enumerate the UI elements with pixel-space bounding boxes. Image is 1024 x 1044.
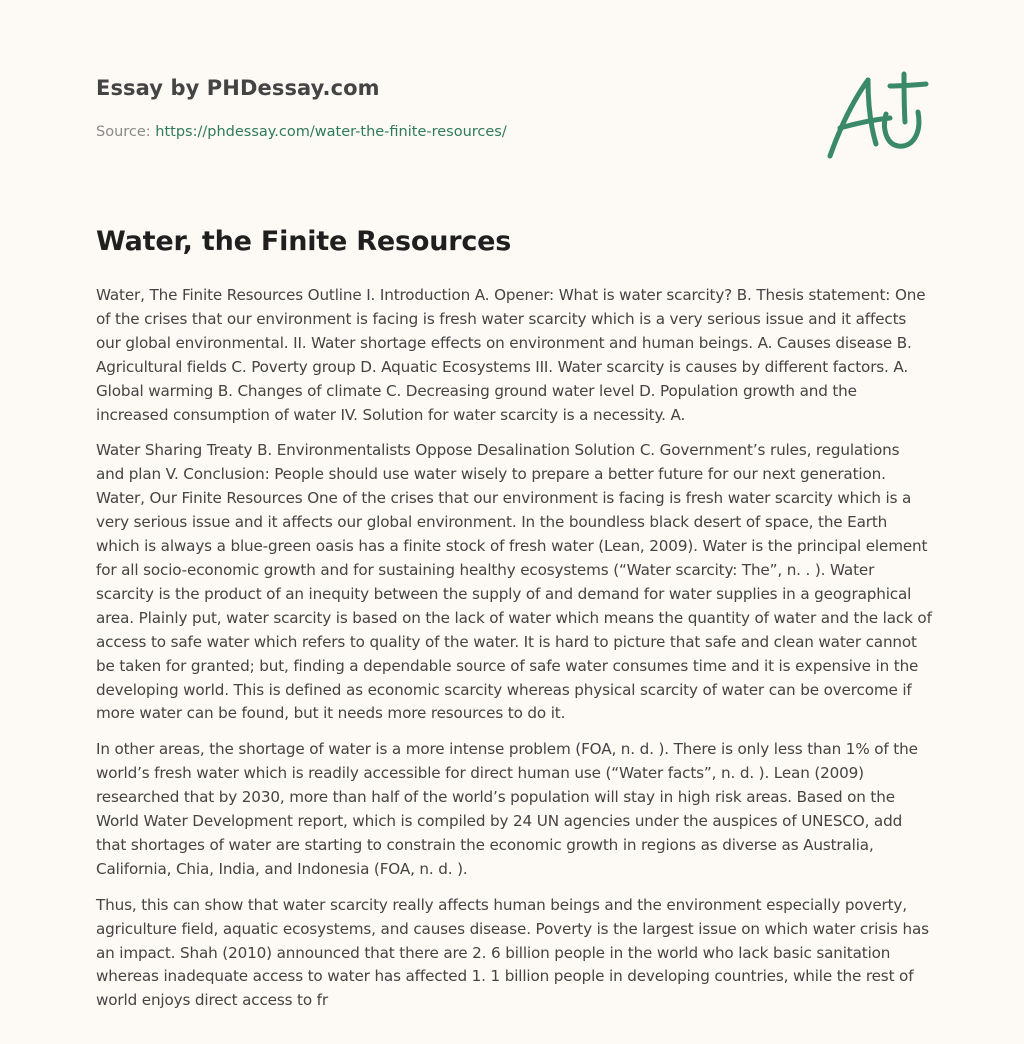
paragraph: In other areas, the shortage of water is a more intense problem (FOA, n. d. ). There is only less than 1% of the world’s fresh water which is readily accessible for direct human use (“Water facts”, n. d. ). Lean (2009) researched that by 2030, more than half of the world’s population will stay in high risk areas. Based on the World Water Development report, which is compiled by 24 UN agencies under the auspices of UNESCO, add that shortages of water are starting to constrain the economic growth in regions as diverse as Australia, California, Chia, India, and Indonesia (FOA, n. d. ). bbox=[96, 740, 918, 878]
source-line bbox=[96, 124, 507, 140]
paragraph: Water, The Finite Resources Outline I. Introduction A. Opener: What is water scarcity? B. Thesis statement: One of the crises that our environment is facing is fresh water scarcity which is a very serious issue and it affects our global environmental. II. Water shortage effects on environment and human beings. A. Causes disease B. Agricultural fields C. Poverty group D. Aquatic Ecosystems III. Water scarcity is causes by different factors. A. Global warming B. Changes of climate C. Decreasing ground water level D. Population growth and the increased consumption of water IV. Solution for water scarcity is a necessity. A. bbox=[96, 286, 926, 424]
source-label: Source: bbox=[96, 124, 156, 140]
paragraph: Water Sharing Treaty B. Environmentalists Oppose Desalination Solution C. Government’s rules, regulations and plan V. Conclusion: People should use water wisely to prepare a better future for our next generation. Water, Our Finite Resources One of the crises that our environment is facing is fresh water scarcity which is a very serious issue and it affects our global environment. In the boundless black desert of space, the Earth which is always a blue-green oasis has a finite stock of fresh water (Lean, 2009). Water is the principal element for all socio-economic growth and for sustaining healthy ecosystems (“Water scarcity: The”, n. . ). Water scarcity is the product of an inequity between the supply of and demand for water supplies in a geographical area. Plainly put, water scarcity is based on the lack of water which means the quantity of water and the lack of access to safe water which refers to quality of the water. It is hard to picture that safe and clean water cannot be taken for granted; but, finding a dependable source of safe water consumes time and it is expensive in the developing world. This is defined as economic scarcity whereas physical scarcity of water can be overcome if more water can be found, but it needs more resources to do it. bbox=[96, 441, 932, 723]
a-plus-logo-icon bbox=[818, 66, 930, 166]
site-brand: Essay by PHDessay.com bbox=[96, 76, 380, 100]
paragraph: Thus, this can show that water scarcity really affects human beings and the environment especially poverty, agriculture field, aquatic ecosystems, and causes disease. Poverty is the largest issue on which water crisis has an impact. Shah (2010) announced that there are 2. 6 billion people in the world who lack basic sanitation whereas inadequate access to water has affected 1. 1 billion people in developing countries, while the rest of world enjoys direct access to fr bbox=[96, 895, 929, 1010]
source-link[interactable]: https://phdessay.com/water-the-finite-resources/ bbox=[155, 124, 507, 140]
essay-body bbox=[96, 284, 932, 1025]
essay-title: Water, the Finite Resources bbox=[96, 226, 512, 257]
